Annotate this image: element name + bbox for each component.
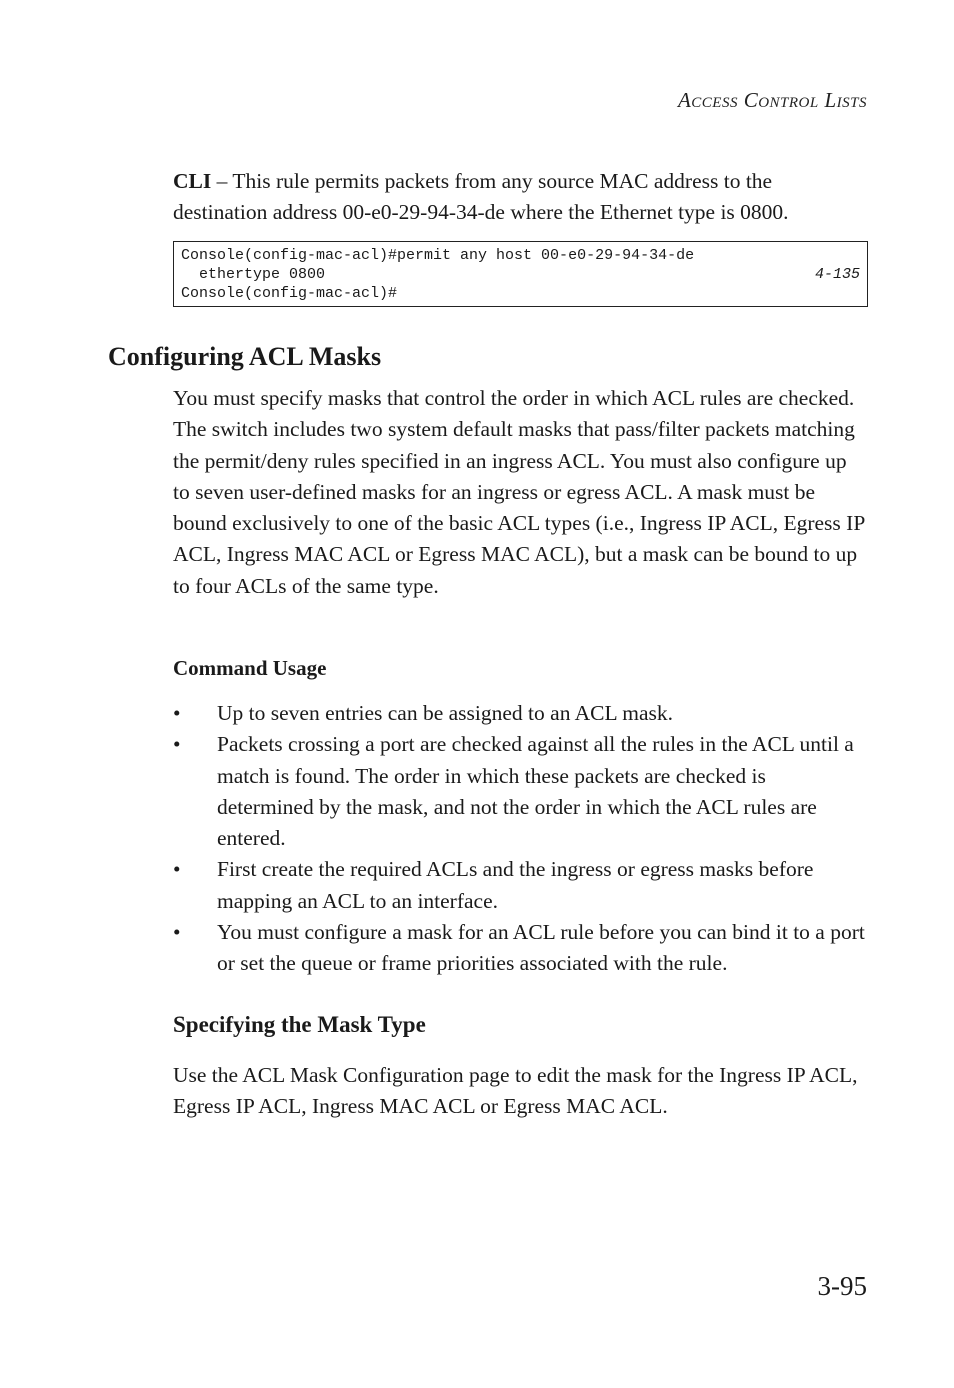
list-item [173, 698, 865, 729]
cli-description: – This rule permits packets from any source MAC address to the destination address 00-e0-29-94-34-de where the Ethernet type is 0800. [173, 169, 789, 225]
cli-paragraph [173, 166, 865, 229]
code-line-2-text: ethertype 0800 [181, 266, 326, 283]
code-line-1-text: Console(config-mac-acl)#permit any host 00-e0-29-94-34-de [181, 247, 695, 264]
cli-label: CLI [173, 169, 212, 193]
list-item-text: Packets crossing a port are checked against all the rules in the ACL until a match is found. The order in which these packets are checked is determined by the mask, and not the order in which the ACL rules are entered. [217, 732, 854, 851]
list-item [173, 854, 865, 917]
intro-paragraph: You must specify masks that control the order in which ACL rules are checked. The switch includes two system default masks that pass/filter packets matching the permit/deny rules specified in an ingress ACL. You must also configure up to seven user-defined masks for an ingress or egress ACL. A mask must be bound exclusively to one of the basic ACL types (i.e., Ingress IP ACL, Egress IP ACL, Ingress MAC ACL or Egress MAC ACL), but a mask can be bound to up to four ACLs of the same type. [173, 386, 865, 598]
code-line-1 [181, 246, 860, 265]
page-number: 3-95 [817, 1271, 867, 1301]
list-item [173, 729, 865, 854]
subsection-title: Specifying the Mask Type [173, 1012, 426, 1037]
command-usage-list [173, 698, 865, 980]
bullet-icon: • [173, 732, 181, 757]
subsection-paragraph: Use the ACL Mask Configuration page to edit the mask for the Ingress IP ACL, Egress IP ACL, Ingress MAC ACL or Egress MAC ACL. [173, 1063, 858, 1119]
list-item-text: You must configure a mask for an ACL rule before you can bind it to a port or set the queue or frame priorities associated with the rule. [217, 920, 865, 976]
code-line-3 [181, 284, 860, 303]
list-item [173, 917, 865, 980]
list-item-text: First create the required ACLs and the ingress or egress masks before mapping an ACL to an interface. [217, 857, 814, 913]
list-item-text: Up to seven entries can be assigned to an ACL mask. [217, 701, 673, 725]
code-line-2 [181, 265, 860, 284]
section-title: Configuring ACL Masks [108, 342, 382, 371]
command-usage-heading: Command Usage [173, 656, 327, 680]
running-header: Access Control Lists [677, 88, 867, 112]
bullet-icon: • [173, 701, 181, 725]
code-line-3-text: Console(config-mac-acl)# [181, 285, 398, 302]
bullet-icon: • [173, 857, 181, 882]
code-reference: 4-135 [814, 266, 860, 283]
code-example [173, 241, 868, 307]
bullet-icon: • [173, 920, 181, 945]
